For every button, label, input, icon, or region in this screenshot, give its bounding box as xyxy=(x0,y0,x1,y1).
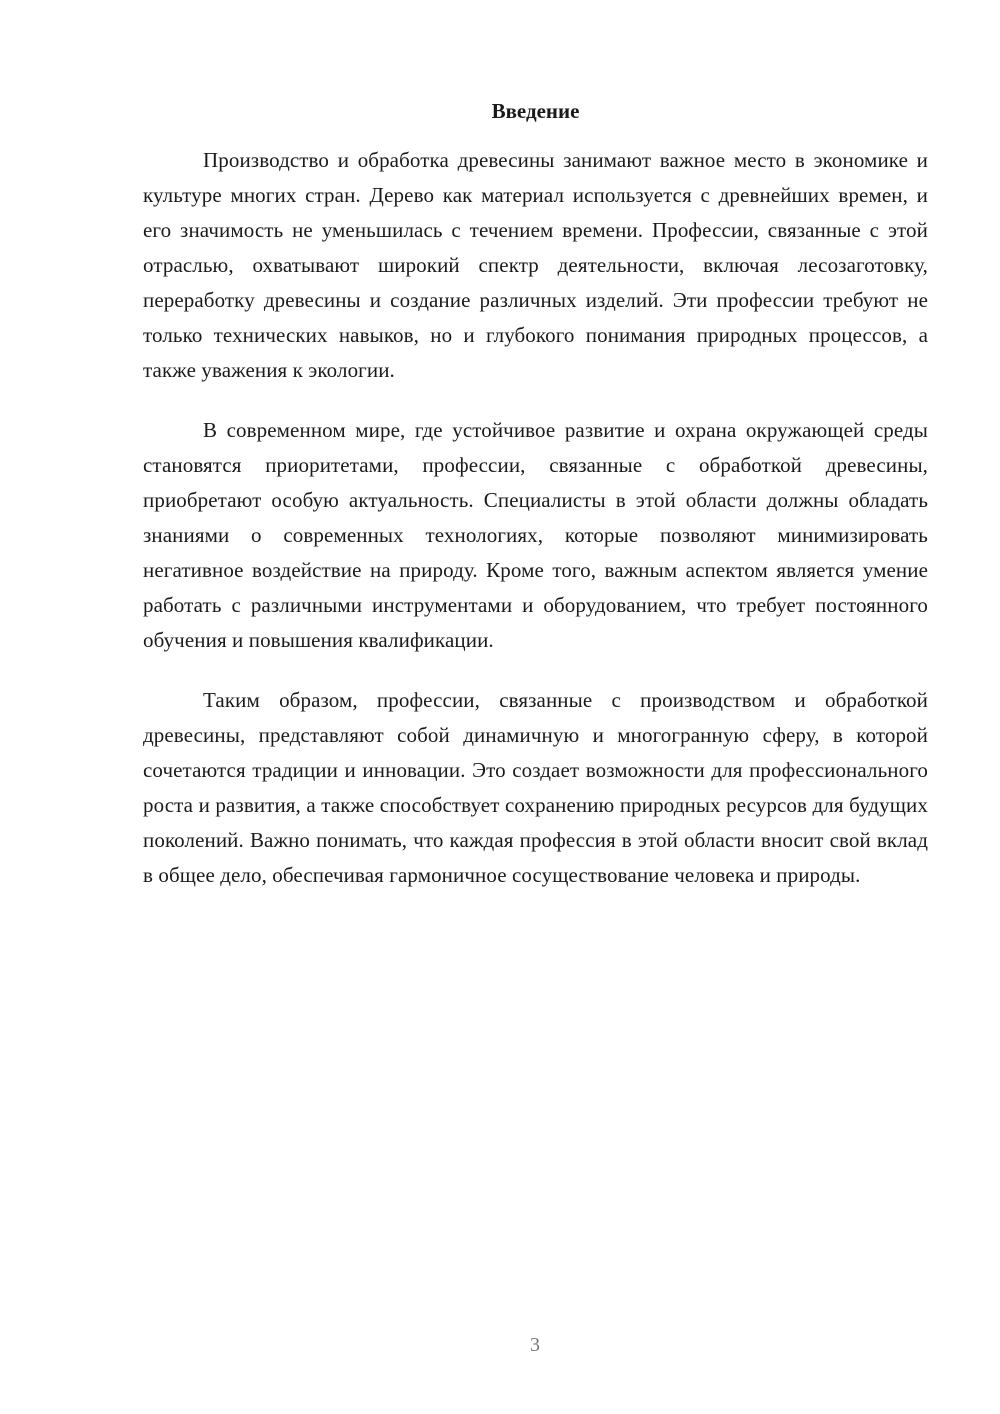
page-number: 3 xyxy=(530,1334,540,1356)
document-body xyxy=(143,143,928,918)
paragraph-2: В современном мире, где устойчивое развитие и охрана окружающей среды становятся приоритетами, профессии, связанные с обработкой древесины, приобретают особую актуальность. Специалисты в этой области должны обладать знаниями о современных технологиях, которые позволяют минимизировать негативное воздействие на природу. Кроме того, важным аспектом является умение работать с различными инструментами и оборудованием, что требует постоянного обучения и повышения квалификации. xyxy=(143,418,928,652)
paragraph-3: Таким образом, профессии, связанные с производством и обработкой древесины, представляют собой динамичную и многогранную сферу, в которой сочетаются традиции и инновации. Это создает возможности для профессионального роста и развития, а также способствует сохранению природных ресурсов для будущих поколений. Важно понимать, что каждая профессия в этой области вносит свой вклад в общее дело, обеспечивая гармоничное сосуществование человека и природы. xyxy=(143,688,928,887)
section-title: Введение xyxy=(491,99,580,123)
paragraph-1: Производство и обработка древесины занимают важное место в экономике и культуре многих стран. Дерево как материал используется с древнейших времен, и его значимость не уменьшилась с течением времени. Профессии, связанные с этой отраслью, охватывают широкий спектр деятельности, включая лесозаготовку, переработку древесины и создание различных изделий. Эти профессии требуют не только технических навыков, но и глубокого понимания природных процессов, а также уважения к экологии. xyxy=(143,148,928,382)
